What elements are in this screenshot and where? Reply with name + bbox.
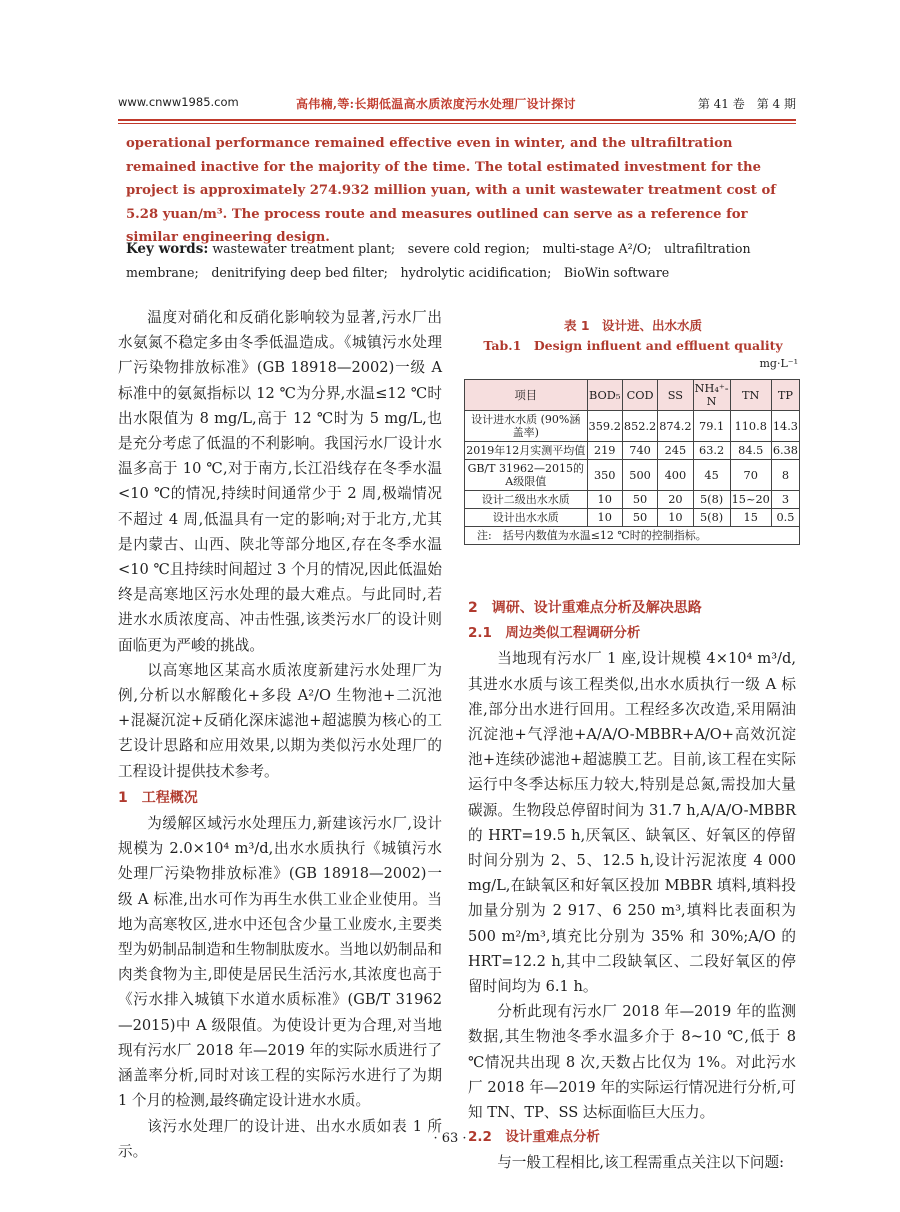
table-cell: 5(8) [693,491,730,509]
water-quality-table [464,379,800,545]
header-cell: COD [622,380,657,411]
header-cell: TP [771,380,799,411]
keywords-label: Key words: [126,241,209,257]
table-cell: 15 [730,509,771,527]
row-label: 2019年12月实测平均值 [465,442,588,460]
table-cell: 8 [771,460,799,491]
table-cell: 50 [622,509,657,527]
table-row [465,509,800,527]
row-label: 设计出水水质 [465,509,588,527]
left-column [118,305,442,1164]
row-label: GB/T 31962—2015的 A级限值 [465,460,588,491]
table-cell: 350 [587,460,622,491]
table-cell: 14.3 [771,411,799,442]
paragraph: 该污水处理厂的设计进、出水水质如表 1 所示。 [118,1117,442,1160]
volume-issue: 第 41 卷 第 4 期 [697,97,796,111]
table-row [465,491,800,509]
table-cell: 400 [658,460,693,491]
table-cell: 70 [730,460,771,491]
running-title: 高伟楠,等:长期低温高水质浓度污水处理厂设计探讨 [296,97,576,111]
header-rule-thin [118,123,796,124]
table-cell: 79.1 [693,411,730,442]
header-rule [118,119,796,121]
table-caption-cn: 表 1 设计进、出水水质 [563,318,703,333]
table-cell: 15~20 [730,491,771,509]
table-cell: 63.2 [693,442,730,460]
table-note: 注: 括号内数值为水温≤12 ℃时的控制指标。 [465,527,800,545]
subsection-heading-2-2: 2.2 设计重难点分析 [468,1129,600,1146]
paragraph: 为缓解区域污水处理压力,新建该污水厂,设计规模为 2.0×10⁴ m³/d,出水水质执行《城镇污水处理厂污染物排放标准》(GB 18918—2002)一级 A 标准,出水可作为再生水供工业企业使用。当地为高寒牧区,进水中还包含少量工业废水,主要类型为奶制品制造和生物制肽废水。当地以奶制品和肉类食物为主,即使是居民生活污水,其浓度也高于《污水排入城镇下水道水质标准》(GB/T 31962—2015)中 A 级限值。为使设计更为合理,对当地现有污水厂 2018 年—2019 年的实际水质进行了涵盖率分析,同时对该工程的实际污水进行了为期 1 个月的检测,最终确定设计进水水质。 [118,815,442,1110]
page-header [118,93,796,119]
paragraph: 分析此现有污水厂 2018 年—2019 年的监测数据,其生物池冬季水温多介于 8~10 ℃,低于 8 ℃情况共出现 8 次,天数占比仅为 1%。对此污水厂 2018 年—2019 年的实际运行情况进行分析,可知 TN、TP、SS 达标面临巨大压力。 [468,1003,796,1122]
table-unit: mg·L⁻¹ [759,357,798,370]
keywords-text: wastewater treatment plant; severe cold region; multi-stage A²/O; ultrafiltration membrane; denitrifying deep bed filter; hydrolytic acidification; BioWin software [126,241,751,280]
table-cell: 10 [587,509,622,527]
table-row [465,411,800,442]
table-cell: 359.2 [587,411,622,442]
table-cell: 5(8) [693,509,730,527]
header-cell: SS [658,380,693,411]
table-row [465,442,800,460]
page-number: · 63 · [433,1131,467,1146]
table-cell: 852.2 [622,411,657,442]
row-label: 设计进水水质 (90%涵盖率) [465,411,588,442]
table-cell: 10 [658,509,693,527]
header-cell: 项目 [465,380,588,411]
section-heading-1: 1 工程概况 [118,789,198,806]
table-cell: 6.38 [771,442,799,460]
table-cell: 20 [658,491,693,509]
subsection-heading-2-1: 2.1 周边类似工程调研分析 [468,625,641,642]
table-cell: 3 [771,491,799,509]
paragraph: 以高寒地区某高水质浓度新建污水处理厂为例,分析以水解酸化+多段 A²/O 生物池+二沉池+混凝沉淀+反硝化深床滤池+超滤膜为核心的工艺设计思路和应用效果,以期为类似污水处理厂的工程设计提供技术参考。 [118,661,442,780]
table-cell: 0.5 [771,509,799,527]
header-cell: BOD₅ [587,380,622,411]
table-cell: 84.5 [730,442,771,460]
header-cell: NH₄⁺-N [693,380,730,411]
header-cell: TN [730,380,771,411]
right-column [468,594,796,1176]
table-cell: 245 [658,442,693,460]
journal-url: www.cnww1985.com [118,95,239,109]
section-heading-2: 2 调研、设计重难点分析及解决思路 [468,600,702,616]
table-cell: 10 [587,491,622,509]
paragraph: 温度对硝化和反硝化影响较为显著,污水厂出水氨氮不稳定多由冬季低温造成。《城镇污水处理厂污染物排放标准》(GB 18918—2002)一级 A 标准中的氨氮指标以 12 ℃为分界,水温≤12 ℃时出水限值为 8 mg/L,高于 12 ℃时为 5 mg/L,也是充分考虑了低温的不利影响。我国污水厂设计水温多高于 10 ℃,对于南方,长江沿线存在冬季水温<10 ℃的情况,持续时间通常少于 2 周,极端情况不超过 4 周,低温具有一定的影响;对于北方,尤其是内蒙古、山西、陕北等部分地区,存在冬季水温<10 ℃且持续时间超过 3 个月的情况,因此低温始终是高寒地区污水处理的最大难点。与此同时,若进水水质浓度高、冲击性强,该类污水厂的设计则面临更为严峻的挑战。 [118,309,442,654]
table-row [465,460,800,491]
keywords [126,237,798,285]
table-cell: 219 [587,442,622,460]
table-cell: 500 [622,460,657,491]
table-cell: 740 [622,442,657,460]
table-cell: 50 [622,491,657,509]
paragraph: 与一般工程相比,该工程需重点关注以下问题: [497,1154,785,1172]
abstract-tail: operational performance remained effective even in winter, and the ultrafiltration remained inactive for the majority of the time. The total estimated investment for the project is approximately 274.932 million yuan, with a unit wastewater treatment cost of 5.28 yuan/m³. The process route and measures outlined can serve as a reference for similar engineering design. [126,136,776,245]
table-note-row [465,527,800,545]
table-cell: 45 [693,460,730,491]
row-label: 设计二级出水水质 [465,491,588,509]
table-caption-en: Tab.1 Design influent and effluent quality [483,338,783,353]
table-cell: 874.2 [658,411,693,442]
table-cell: 110.8 [730,411,771,442]
paragraph: 当地现有污水厂 1 座,设计规模 4×10⁴ m³/d,其进水水质与该工程类似,出水水质执行一级 A 标准,部分出水进行回用。工程经多次改造,采用隔油沉淀池+气浮池+A/A/O-MBBR+A/O+高效沉淀池+连续砂滤池+超滤膜工艺。目前,该工程在实际运行中冬季达标压力较大,特别是总氮,需投加大量碳源。生物段总停留时间为 31.7 h,A/A/O-MBBR 的 HRT=19.5 h,厌氧区、缺氧区、好氧区的停留时间分别为 2、5、12.5 h,设计污泥浓度 4 000 mg/L,在缺氧区和好氧区投加 MBBR 填料,填料投加量分别为 2 917、6 250 m³,填料比表面积为 500 m²/m³,填充比分别为 35% 和 30%;A/O 的 HRT=12.2 h,其中二段缺氧区、二段好氧区的停留时间均为 6.1 h。 [468,650,796,996]
table-header-row [465,380,800,411]
